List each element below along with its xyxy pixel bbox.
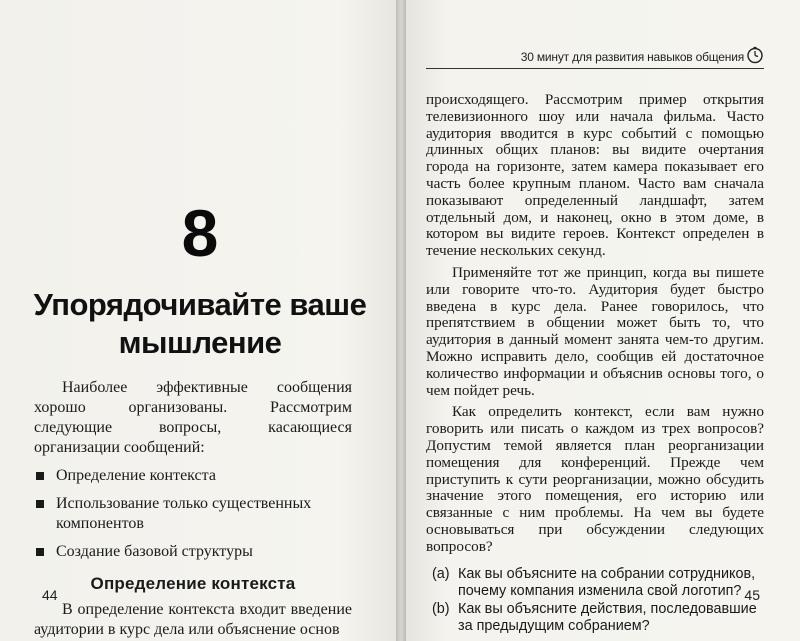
bullet-text: Использование только существенных компонентов — [56, 495, 312, 532]
section-heading: Определение контекста — [90, 574, 296, 593]
body-paragraph: происходящего. Рассмотрим пример открытия телевизионного шоу или начала фильма. Часто аудитория вводится в курс событий с помощью длинных общих планов: вы видите очертания города на горизонте, затем камера показывает его часть более крупным планом. Часто вам сначала показывают определенный ландшафт, затем отдельный дом, и наконец, окно в этом доме, в котором вы видите героев. Контекст определен в течение нескольких секунд. — [426, 91, 764, 260]
square-bullet-icon — [36, 472, 44, 480]
intro-paragraph: Наиболее эффективные сообщения хорошо организованы. Рассмотрим следующие вопросы, касающиеся организации сообщений: — [34, 379, 352, 456]
bullet-list — [34, 466, 352, 562]
running-header — [426, 48, 764, 69]
bullet-item — [34, 466, 352, 486]
body-paragraph: Как определить контекст, если вам нужно говорить или писать о каждом из трех вопросов? Допустим темой является план реорганизации помещения для конференций. Прежде чем приступить к сути реорганизации, можно обсудить значение этого помещения, его историю или связанные с ним проблемы. На чем вы будете основываться при обсуждении следующих вопросов? — [426, 403, 764, 555]
chapter-title-line: Упорядочивайте ваше — [33, 287, 367, 322]
question-marker: (a) — [432, 565, 450, 582]
body-paragraph: Применяйте тот же принцип, когда вы пишете или говорите что-то. Аудитория будет быстро введена в курс дела. Ранее говорилось, что препятствием в общении может быть то, что аудитория в данный момент занята чем-то другим. Можно исправить дело, сообщив ей достаточное количество информации и объяснив основы того, о чем пойдет речь. — [426, 263, 764, 399]
right-body-text — [426, 92, 764, 636]
question-item — [426, 566, 764, 601]
question-item — [426, 601, 764, 636]
left-body-text — [34, 378, 352, 640]
bullet-text: Определение контекста — [56, 467, 216, 484]
book-gutter — [396, 0, 406, 641]
question-list — [426, 566, 764, 636]
bullet-item — [34, 542, 352, 562]
clock-icon — [746, 46, 764, 64]
square-bullet-icon — [36, 548, 44, 556]
running-header-title: 30 минут для развития навыков общения — [520, 50, 744, 64]
page-number-left: 44 — [42, 587, 58, 603]
square-bullet-icon — [36, 500, 44, 508]
section-paragraph: В определение контекста входит введение аудитории в курс дела или объяснение основ — [34, 601, 352, 638]
chapter-title-line: мышление — [118, 325, 282, 360]
chapter-title — [0, 286, 400, 362]
bullet-text: Создание базовой структуры — [56, 543, 253, 560]
chapter-number: 8 — [181, 196, 219, 270]
page-number-right: 45 — [744, 587, 760, 603]
question-marker: (b) — [432, 600, 450, 617]
question-text: Как вы объясните действия, последовавшие за предыдущим собранием? — [458, 600, 757, 635]
bullet-item — [34, 494, 352, 534]
question-text: Как вы объясните на собрании сотрудников, почему компания изменила свой логотип? — [458, 565, 756, 600]
